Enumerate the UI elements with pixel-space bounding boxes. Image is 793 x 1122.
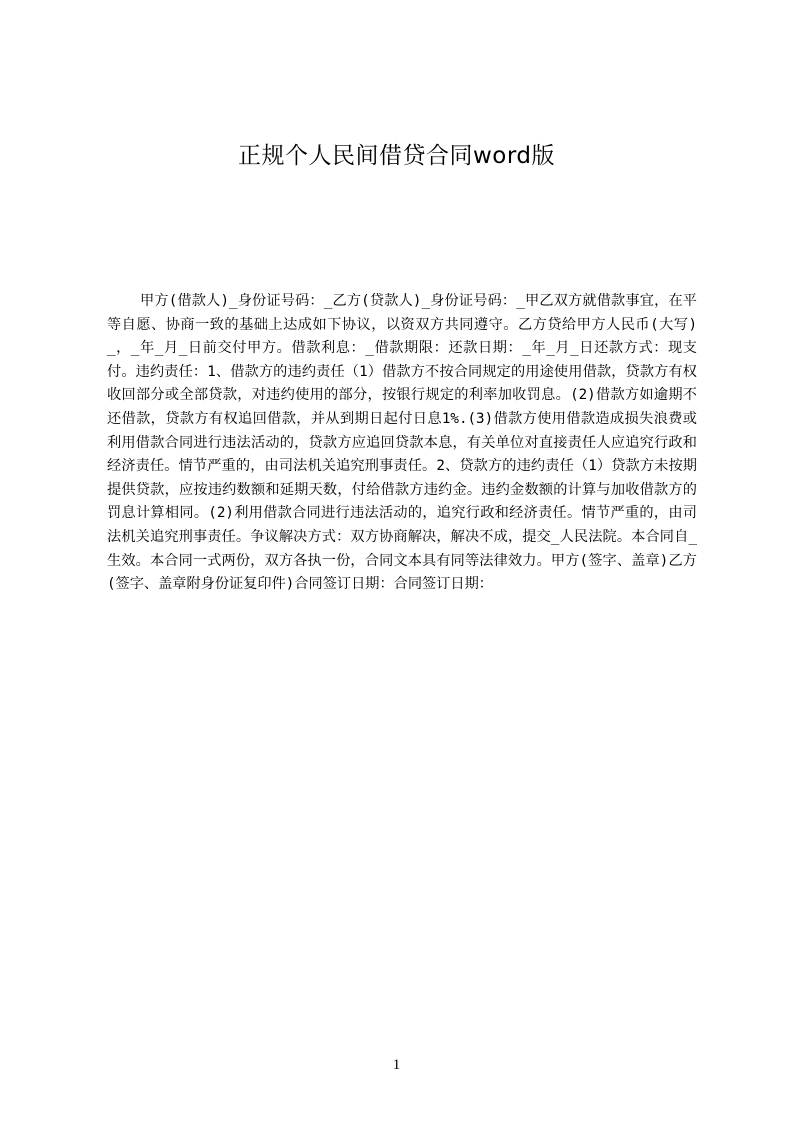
contract-body-text: 甲方(借款人)_身份证号码：_乙方(贷款人)_身份证号码：_甲乙双方就借款事宜，在平等自愿、协商一致的基础上达成如下协议，以资双方共同遵守。乙方贷给甲方人民币(大写)_，_年_月_日前交付甲方。借款利息：_借款期限：还款日期：_年_月_日还款方式：现支付。违约责任：1、借款方的违约责任（1）借款方不按合同规定的用途使用借款，贷款方有权收回部分或全部贷款，对违约使用的部分，按银行规定的利率加收罚息。(2)借款方如逾期不还借款，贷款方有权追回借款，并从到期日起付日息1%.(3)借款方使用借款造成损失浪费或利用借款合同进行违法活动的，贷款方应追回贷款本息，有关单位对直接责任人应追究行政和经济责任。情节严重的，由司法机关追究刑事责任。2、贷款方的违约责任（1）贷款方未按期提供贷款，应按违约数额和延期天数，付给借款方违约金。违约金数额的计算与加收借款方的罚息计算相同。(2)利用借款合同进行违法活动的，追究行政和经济责任。情节严重的，由司法机关追究刑事责任。争议解决方式：双方协商解决，解决不成，提交_人民法院。本合同自_生效。本合同一式两份，双方各执一份，合同文本具有同等法律效力。甲方(签字、盖章)乙方(签字、盖章附身份证复印件)合同签订日期：合同签订日期： (107, 293, 697, 593)
document-title: 正规个人民间借贷合同word版 (237, 143, 556, 169)
page-number: 1 (392, 1057, 401, 1073)
